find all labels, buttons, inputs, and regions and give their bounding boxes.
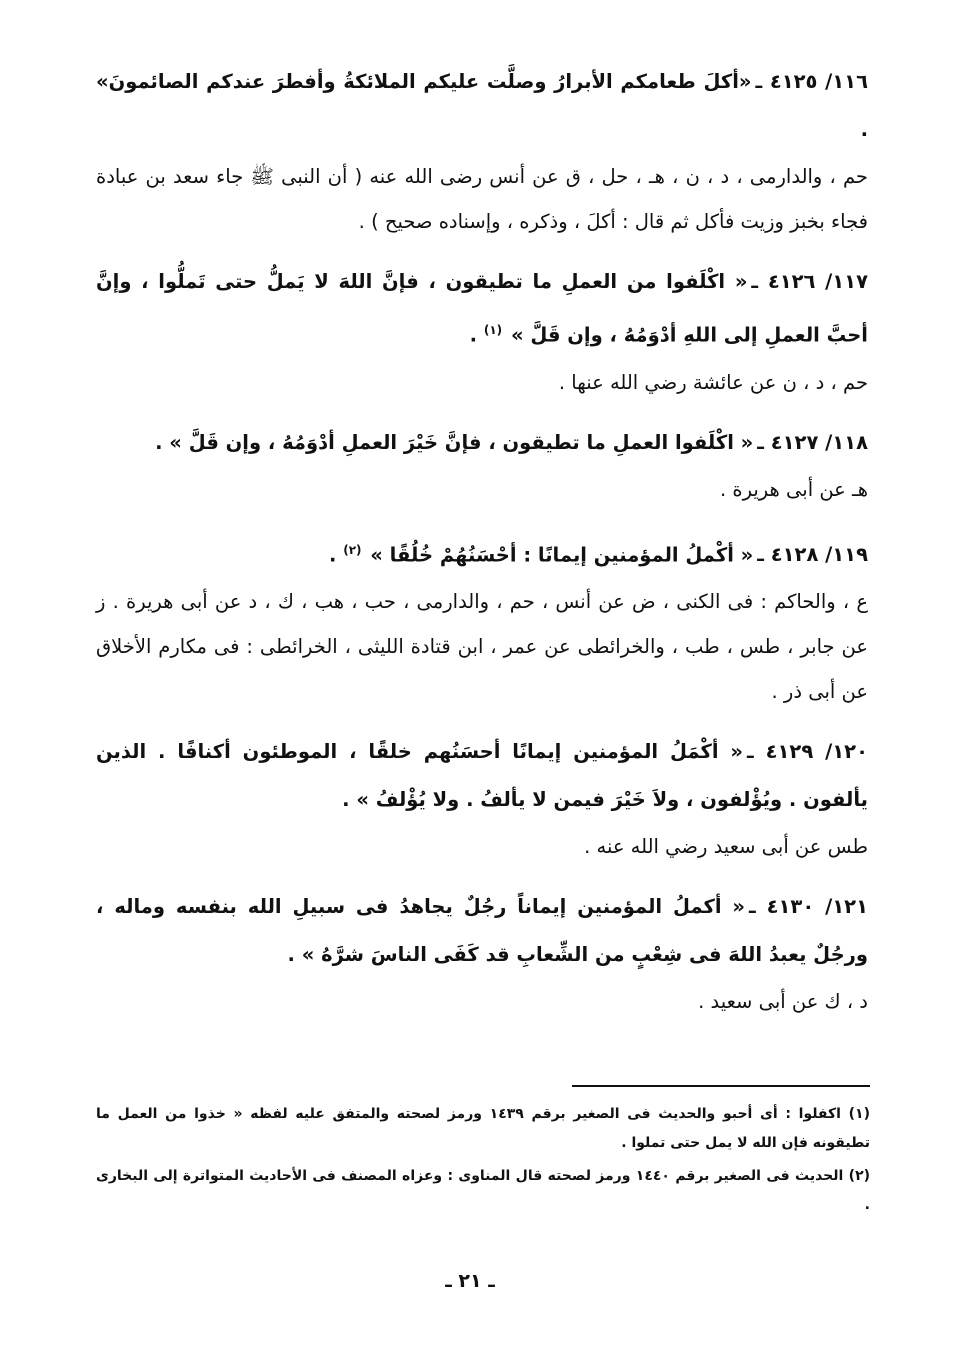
hadith-source: طس عن أبى سعيد رضي الله عنه . xyxy=(584,835,868,858)
hadith-text xyxy=(96,58,868,154)
footnote: (١) اكفلوا : أى أحبو والحديث فى الصغير برقم ١٤٣٩ ورمز لصحته والمتفق عليه لفظه « خذوا من العمل ما تطيقونه فإن الله لا يمل حتى تملوا . xyxy=(96,1106,870,1151)
footnote-divider xyxy=(572,1085,870,1087)
footnote-reference[interactable]: (٢) xyxy=(343,542,362,557)
hadith-number: ١٢٠/ ٤١٢٩ ـ xyxy=(747,740,868,763)
hadith-source: هـ عن أبى هريرة . xyxy=(719,477,868,501)
hadith-body: «أكلَ طعامكم الأبرارُ وصلَّت عليكم الملائكةُ وأفطرَ عندكم الصائمونَ» . xyxy=(96,70,868,141)
hadith-text xyxy=(96,728,868,824)
hadith-source: حم ، د ، ن عن عائشة رضي الله عنها . xyxy=(558,370,868,394)
hadith-source: ع ، والحاكم : فى الكنى ، ض عن أنس ، حم ، والدارمى ، حب ، هب ، ك ، د عن أبى هريرة . ز عن جابر ، طس ، طب ، والخرائطى عن عمر ، ابن قتادة الليثى ، الخرائطى : فى مكارم الأخلاق عن أبى ذر . xyxy=(96,590,868,703)
footnote: (٢) الحديث فى الصغير برقم ١٤٤٠ ورمز لصحته قال المناوى : وعزاه المصنف فى الأحاديث المتواترة إلى البخارى . xyxy=(96,1168,871,1213)
hadith-body: « اكْلَفوا العملِ ما تطيقون ، فإنَّ خَيْرَ العملِ أدْوَمُهُ ، وإن قَلَّ » . xyxy=(155,430,754,454)
hadith-text xyxy=(96,883,868,979)
page-number: ـ ٢١ ـ xyxy=(445,1270,495,1292)
hadith-list xyxy=(96,58,868,1038)
hadith-body-end: . xyxy=(329,543,344,566)
hadith-text xyxy=(96,419,868,467)
hadith-entry xyxy=(96,258,868,405)
hadith-text xyxy=(96,526,868,580)
footnotes xyxy=(96,1100,870,1224)
hadith-body-end: . xyxy=(469,323,484,347)
hadith-number: ١١٨/ ٤١٢٧ ـ xyxy=(757,430,868,454)
hadith-body: « أكْمَلُ المؤمنين إيمانًا أحسَنُهم خلقًا ، الموطئون أكنافًا . الذين يألفون . ويُؤْلفون ، ولاَ خَيْرَ فيمن لا يألفُ . ولا يُؤْلفُ » . xyxy=(96,740,868,811)
hadith-entry xyxy=(96,58,868,244)
hadith-source: حم ، والدارمى ، د ، ن ، هـ ، حل ، ق عن أنس رضى الله عنه ( أن النبى ﷺ جاء سعد بن عبادة فجاء بخبز وزيت فأكل ثم قال : أكلَ ، وذكره ، وإسناده صحيح ) . xyxy=(96,165,868,233)
hadith-entry xyxy=(96,883,868,1024)
hadith-number: ١١٦/ ٤١٢٥ ـ xyxy=(755,70,868,93)
hadith-entry xyxy=(96,526,868,715)
hadith-entry xyxy=(96,419,868,512)
hadith-body: « أكْملُ المؤمنين إيمانًا : أحْسَنُهُمْ خُلُقًا » xyxy=(363,543,754,566)
hadith-text xyxy=(96,258,868,360)
hadith-source: د ، ك عن أبى سعيد . xyxy=(698,990,868,1013)
hadith-entry xyxy=(96,728,868,869)
footnote-reference[interactable]: (١) xyxy=(483,323,503,337)
hadith-body: « أكملُ المؤمنين إيماناً رجُلٌ يجاهدُ فى سبيلِ الله بنفسه وماله ، ورجُلٌ يعبدُ اللهَ فى شِعْبٍ من الشِّعابِ قد كَفَى الناسَ شرَّهُ » . xyxy=(96,895,868,966)
hadith-number: ١١٧/ ٤١٢٦ ـ xyxy=(751,270,868,293)
hadith-number: ١١٩/ ٤١٢٨ ـ xyxy=(757,543,868,566)
hadith-body: « اكْلَفوا من العملِ ما تطيقون ، فإنَّ اللهَ لا يَملُّ حتى تَملُّوا ، وإنَّ أحبَّ العملِ إلى اللهِ أدْوَمُهُ ، وإن قَلَّ » xyxy=(96,270,868,347)
hadith-number: ١٢١/ ٤١٣٠ ـ xyxy=(749,895,868,918)
